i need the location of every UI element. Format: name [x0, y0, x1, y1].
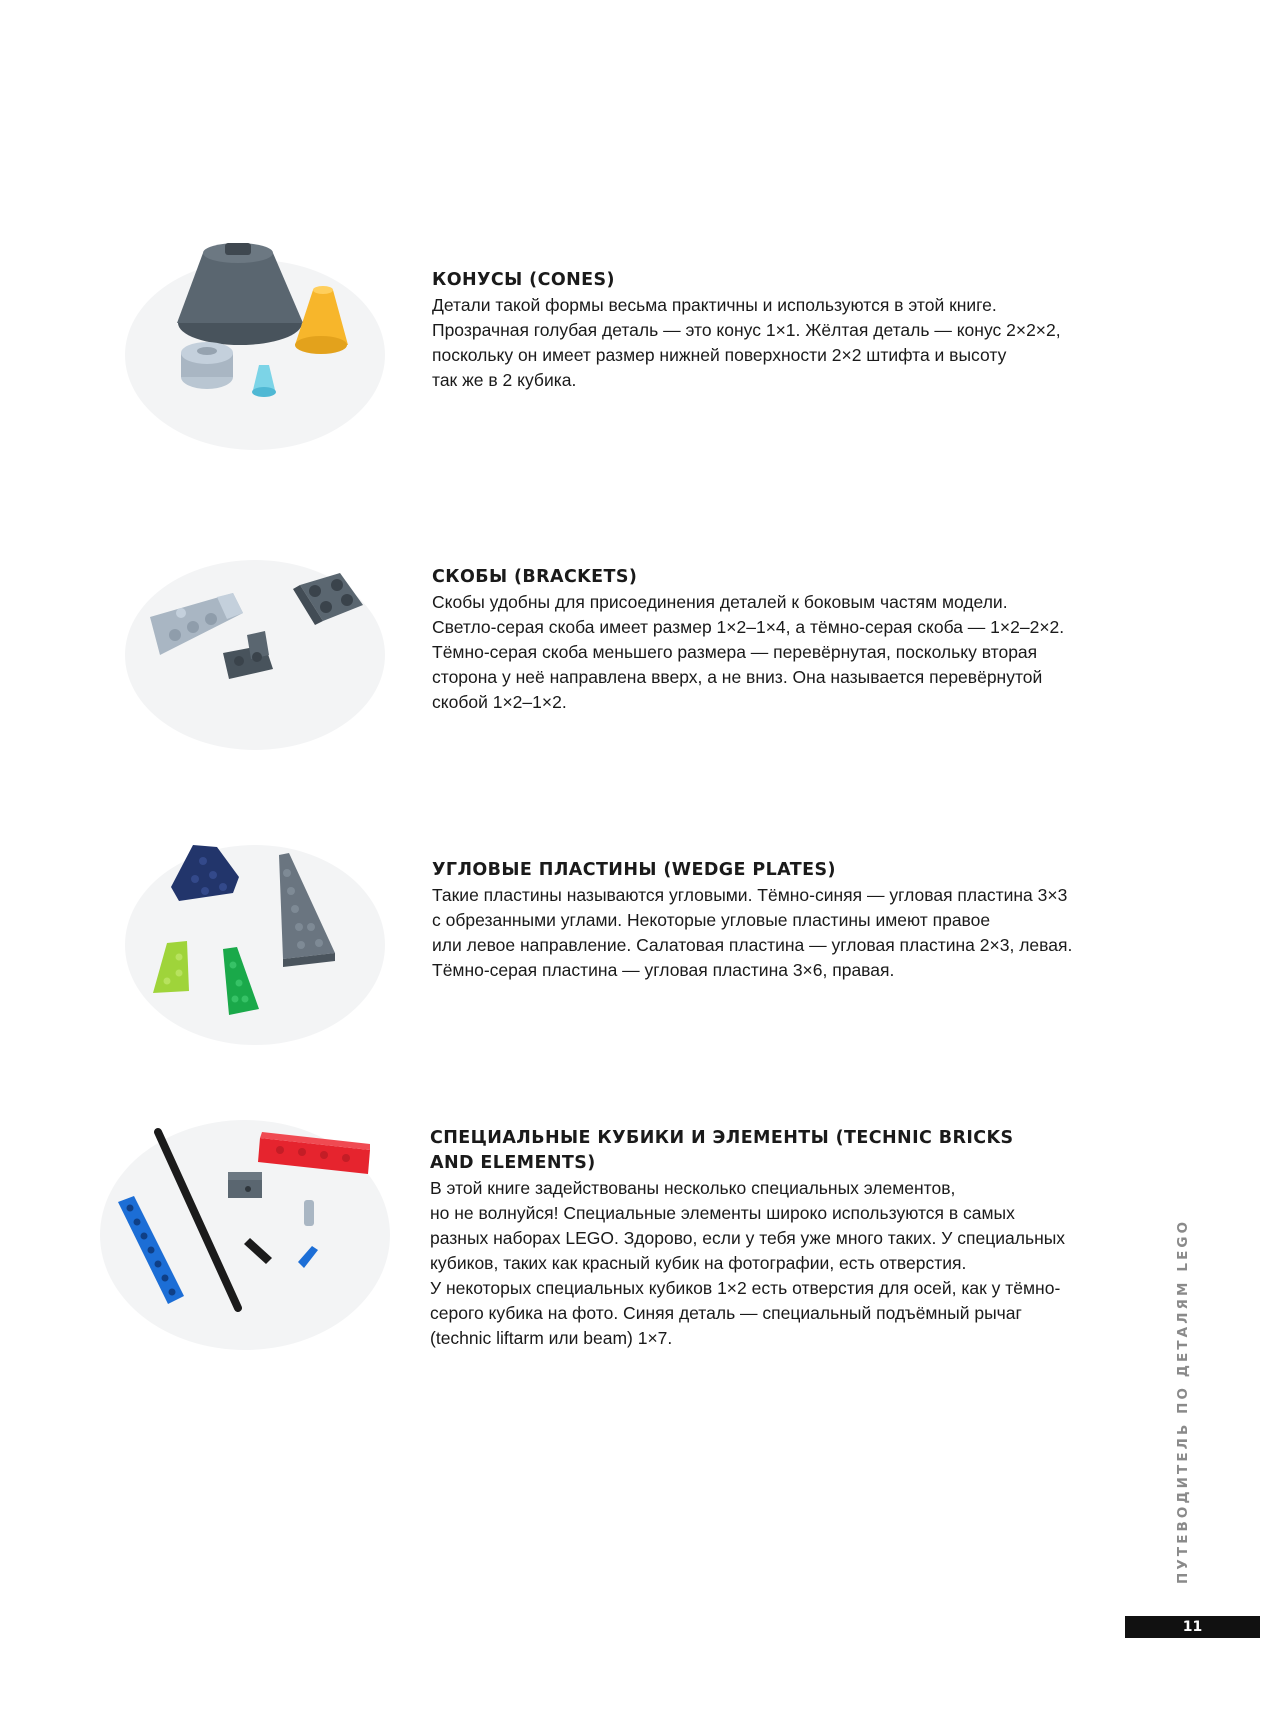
body-line: но не волнуйся! Специальные элементы широко используются в самых: [430, 1203, 1015, 1223]
body-line: разных наборах LEGO. Здорово, если у тебя уже много таких. У специальных: [430, 1228, 1066, 1248]
body-line: У некоторых специальных кубиков 1×2 есть отверстия для осей, как у тёмно-: [430, 1278, 1061, 1298]
body-line: Тёмно-серая скоба меньшего размера — перевёрнутая, поскольку вторая: [432, 642, 1038, 662]
wedge-plates-illustration: [115, 835, 405, 1055]
cones-text: [432, 268, 1122, 393]
technic-body: [430, 1176, 1120, 1351]
body-line: с обрезанными углами. Некоторые угловые пластины имеют правое: [432, 910, 991, 930]
technic-heading: СПЕЦИАЛЬНЫЕ КУБИКИ И ЭЛЕМЕНТЫ (TECHNIC BRICKS AND ELEMENTS): [430, 1128, 1014, 1173]
body-line: Скобы удобны для присоединения деталей к боковым частям модели.: [432, 592, 1008, 612]
body-line: поскольку он имеет размер нижней поверхности 2×2 штифта и высоту: [432, 345, 1007, 365]
body-line: Тёмно-серая пластина — угловая пластина 3×6, правая.: [432, 960, 895, 980]
technic-text: [430, 1126, 1120, 1351]
body-line: или левое направление. Салатовая пластина — угловая пластина 2×3, левая.: [432, 935, 1073, 955]
body-line: сторона у неё направлена вверх, а не вниз. Она называется перевёрнутой: [432, 667, 1043, 687]
page-number: 11: [1125, 1616, 1260, 1638]
technic-illustration: [90, 1110, 400, 1360]
body-line: Детали такой формы весьма практичны и используются в этой книге.: [432, 295, 997, 315]
cones-illustration: [115, 235, 405, 455]
brackets-heading: СКОБЫ (BRACKETS): [432, 567, 638, 587]
cones-heading: КОНУСЫ (CONES): [432, 270, 615, 290]
body-line: Такие пластины называются угловыми. Тёмно-синяя — угловая пластина 3×3: [432, 885, 1068, 905]
brackets-photo: [115, 545, 405, 765]
body-line: В этой книге задействованы несколько специальных элементов,: [430, 1178, 956, 1198]
body-line: Светло-серая скоба имеет размер 1×2–1×4, а тёмно-серая скоба — 1×2–2×2.: [432, 617, 1065, 637]
body-line: Прозрачная голубая деталь — это конус 1×1. Жёлтая деталь — конус 2×2×2,: [432, 320, 1061, 340]
body-line: серого кубика на фото. Синяя деталь — специальный подъёмный рычаг: [430, 1303, 1022, 1323]
cones-body: [432, 293, 1122, 393]
brackets-body: [432, 590, 1122, 715]
body-line: (technic liftarm или beam) 1×7.: [430, 1328, 673, 1348]
wedge-plates-heading: УГЛОВЫЕ ПЛАСТИНЫ (WEDGE PLATES): [432, 860, 836, 880]
body-line: кубиков, таких как красный кубик на фотографии, есть отверстия.: [430, 1253, 967, 1273]
body-line: скобой 1×2–1×2.: [432, 692, 567, 712]
wedge-plates-photo: [115, 835, 405, 1055]
brackets-illustration: [115, 545, 405, 765]
running-title: ПУТЕВОДИТЕЛЬ ПО ДЕТАЛЯМ LEGO: [1175, 1218, 1191, 1584]
body-line: так же в 2 кубика.: [432, 370, 577, 390]
wedge-plates-body: [432, 883, 1122, 983]
technic-photo: [90, 1110, 400, 1360]
brackets-text: [432, 565, 1122, 715]
cones-photo: [115, 235, 405, 455]
wedge-plates-text: [432, 858, 1122, 983]
